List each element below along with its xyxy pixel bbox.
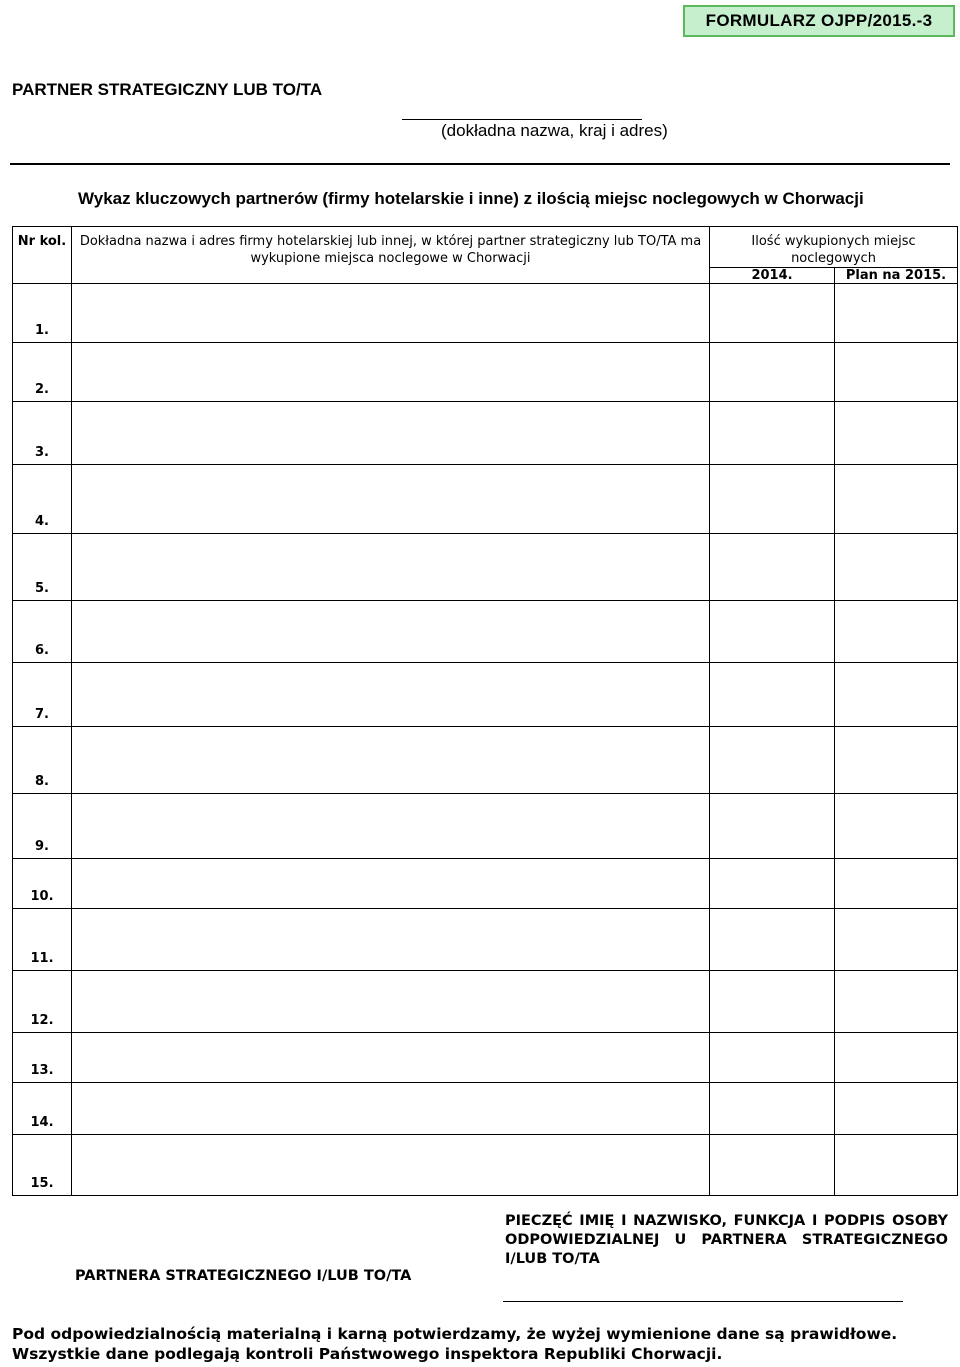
table-row [13, 794, 958, 859]
row-2015-cell[interactable] [835, 727, 958, 794]
row-name-cell[interactable] [72, 909, 710, 971]
row-name-cell[interactable] [72, 465, 710, 534]
form-id-badge: FORMULARZ OJPP/2015.-3 [683, 5, 955, 37]
row-number: 6. [13, 601, 72, 663]
row-2014-cell[interactable] [710, 727, 835, 794]
table-row [13, 284, 958, 343]
row-2015-cell[interactable] [835, 1135, 958, 1196]
row-2014-cell[interactable] [710, 794, 835, 859]
row-number: 11. [13, 909, 72, 971]
row-2014-cell[interactable] [710, 284, 835, 343]
table-row [13, 909, 958, 971]
row-2014-cell[interactable] [710, 343, 835, 402]
header-name: Dokładna nazwa i adres firmy hotelarskiej lub innej, w której partner strategiczny lub TO/TA ma wykupione miejsca noclegowe w Chorwacji [72, 227, 710, 284]
row-2014-cell[interactable] [710, 465, 835, 534]
table-row [13, 859, 958, 909]
row-number: 10. [13, 859, 72, 909]
table-row [13, 601, 958, 663]
footer-line-1: Pod odpowiedzialnością materialną i karną potwierdzamy, że wyżej wymienione dane są prawidłowe. [12, 1325, 898, 1343]
row-name-cell[interactable] [72, 601, 710, 663]
footer-line-2: Wszystkie dane podlegają kontroli Państwowego inspektora Republiki Chorwacji. [12, 1345, 723, 1363]
row-name-cell[interactable] [72, 284, 710, 343]
row-2014-cell[interactable] [710, 663, 835, 727]
row-2014-cell[interactable] [710, 909, 835, 971]
table-row [13, 402, 958, 465]
row-2014-cell[interactable] [710, 1083, 835, 1135]
row-number: 13. [13, 1033, 72, 1083]
row-number: 14. [13, 1083, 72, 1135]
footer-statement [12, 1324, 948, 1364]
row-2015-cell[interactable] [835, 465, 958, 534]
row-name-cell[interactable] [72, 1135, 710, 1196]
row-name-cell[interactable] [72, 859, 710, 909]
row-name-cell[interactable] [72, 1083, 710, 1135]
address-note: (dokładna nazwa, kraj i adres) [441, 121, 668, 140]
table-header-row [13, 227, 958, 268]
row-2014-cell[interactable] [710, 402, 835, 465]
header-2015: Plan na 2015. [835, 268, 958, 284]
row-name-cell[interactable] [72, 534, 710, 601]
row-name-cell[interactable] [72, 1033, 710, 1083]
row-2015-cell[interactable] [835, 343, 958, 402]
table-row [13, 534, 958, 601]
row-name-cell[interactable] [72, 663, 710, 727]
table-row [13, 1135, 958, 1196]
row-name-cell[interactable] [72, 343, 710, 402]
row-2015-cell[interactable] [835, 601, 958, 663]
table-row [13, 465, 958, 534]
row-2014-cell[interactable] [710, 534, 835, 601]
row-number: 1. [13, 284, 72, 343]
row-2015-cell[interactable] [835, 1083, 958, 1135]
partners-table [12, 226, 958, 1196]
row-2014-cell[interactable] [710, 971, 835, 1033]
stamp-label: PARTNERA STRATEGICZNEGO I/LUB TO/TA [75, 1268, 412, 1284]
row-2015-cell[interactable] [835, 794, 958, 859]
row-number: 4. [13, 465, 72, 534]
row-2015-cell[interactable] [835, 402, 958, 465]
row-2015-cell[interactable] [835, 663, 958, 727]
row-name-cell[interactable] [72, 402, 710, 465]
table-row [13, 663, 958, 727]
row-2014-cell[interactable] [710, 1033, 835, 1083]
row-2015-cell[interactable] [835, 284, 958, 343]
signature-block: PIECZĘĆ IMIĘ I NAZWISKO, FUNKCJA I PODPIS OSOBY ODPOWIEDZIALNEJ U PARTNERA STRATEGICZNEGO I/LUB TO/TA [505, 1213, 948, 1267]
row-number: 15. [13, 1135, 72, 1196]
section-divider [10, 163, 950, 165]
row-2014-cell[interactable] [710, 601, 835, 663]
partner-title: PARTNER STRATEGICZNY LUB TO/TA [12, 80, 323, 99]
row-number: 5. [13, 534, 72, 601]
row-name-cell[interactable] [72, 794, 710, 859]
table-row [13, 1083, 958, 1135]
row-name-cell[interactable] [72, 727, 710, 794]
header-qty: Ilość wykupionych miejsc noclegowych [710, 227, 958, 268]
row-2015-cell[interactable] [835, 859, 958, 909]
row-number: 9. [13, 794, 72, 859]
header-nr: Nr kol. [13, 227, 72, 284]
table-row [13, 343, 958, 402]
table-row [13, 1033, 958, 1083]
row-2015-cell[interactable] [835, 909, 958, 971]
row-2015-cell[interactable] [835, 971, 958, 1033]
row-2014-cell[interactable] [710, 1135, 835, 1196]
row-2015-cell[interactable] [835, 1033, 958, 1083]
row-2015-cell[interactable] [835, 534, 958, 601]
row-number: 8. [13, 727, 72, 794]
row-number: 7. [13, 663, 72, 727]
row-number: 3. [13, 402, 72, 465]
table-row [13, 971, 958, 1033]
header-2014: 2014. [710, 268, 835, 284]
row-number: 2. [13, 343, 72, 402]
row-2014-cell[interactable] [710, 859, 835, 909]
signature-line [503, 1301, 903, 1302]
row-number: 12. [13, 971, 72, 1033]
partner-name-line [402, 119, 642, 120]
row-name-cell[interactable] [72, 971, 710, 1033]
table-row [13, 727, 958, 794]
list-heading: Wykaz kluczowych partnerów (firmy hotelarskie i inne) z ilością miejsc noclegowych w Chorwacji [78, 189, 864, 208]
